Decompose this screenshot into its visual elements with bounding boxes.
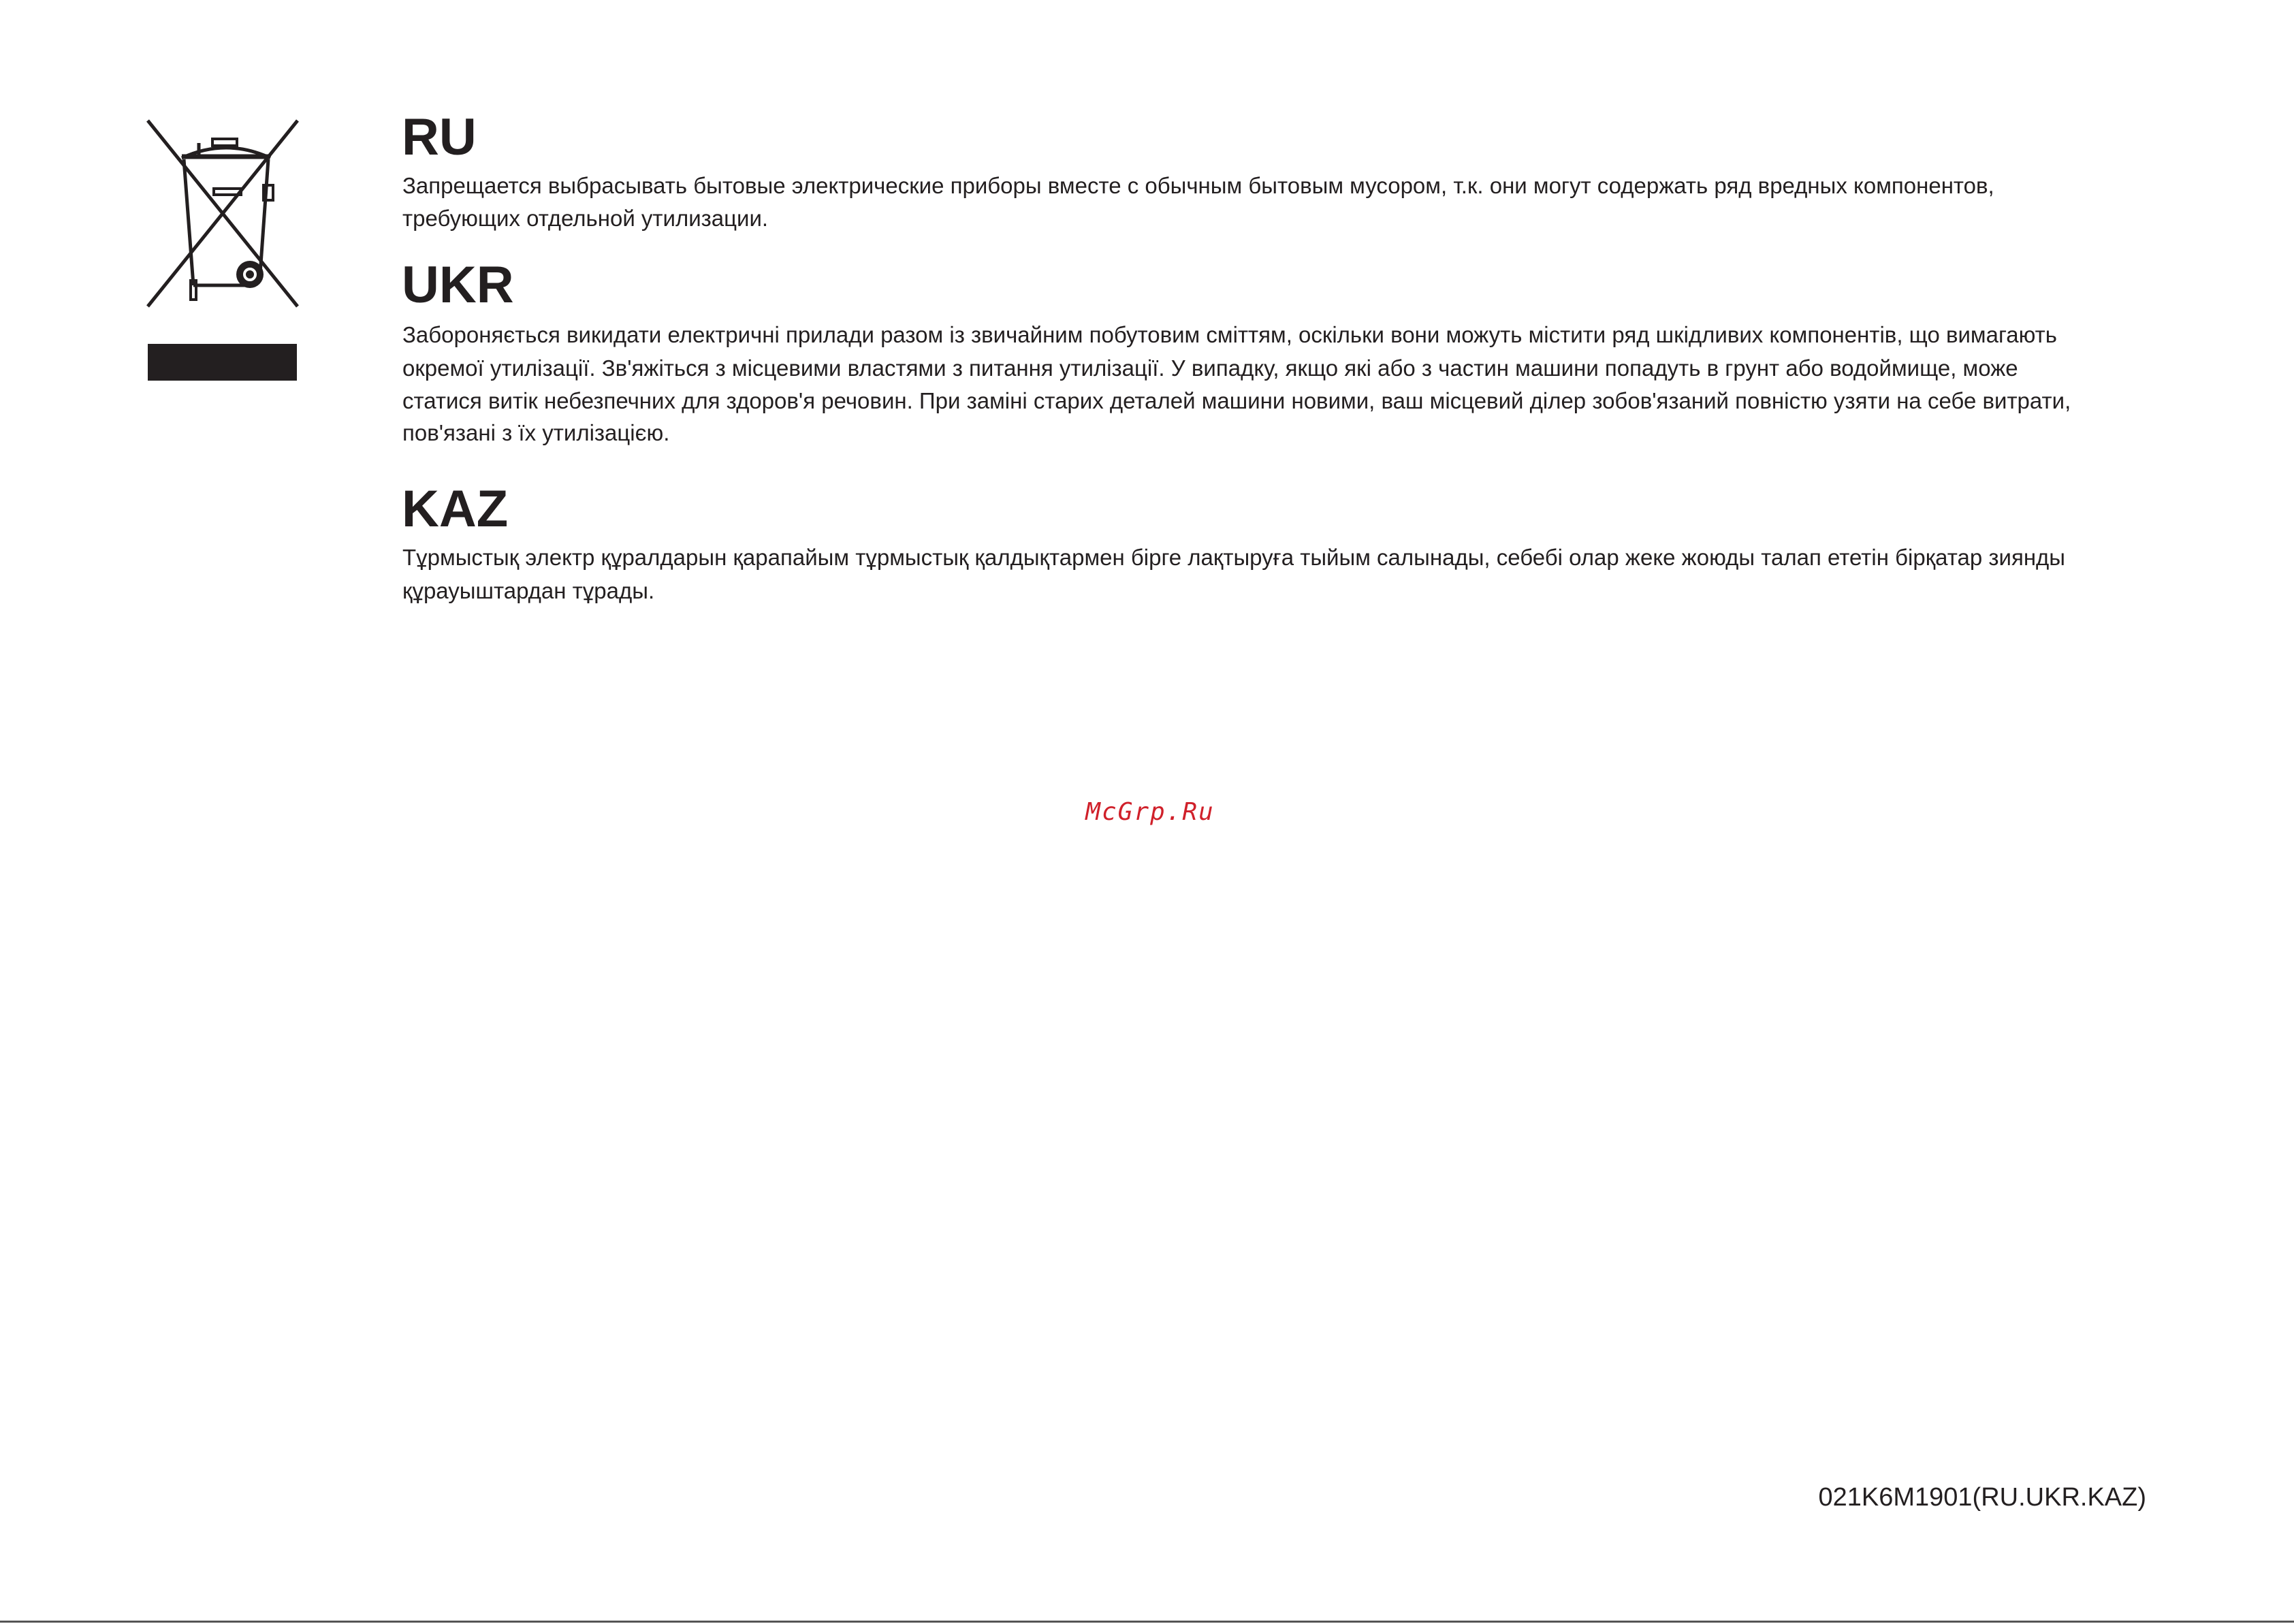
black-bar: [148, 344, 297, 381]
watermark: McGrp.Ru: [1085, 798, 1215, 826]
ru-text-line: Запрещается выбрасывать бытовые электрические приборы вместе с обычным бытовым мусором, т.к. они могут содержать ряд вредных компонентов,: [402, 173, 1994, 198]
page-bottom-divider: [0, 1621, 2294, 1623]
kaz-text-line: Тұрмыстық электр құралдарын қарапайым тұрмыстық қалдықтармен бірге лақтыруға тыйым салынады, себебі олар жеке жоюды талап ететін бірқатар зиянды: [402, 545, 2066, 570]
crossed-out-wheelie-bin-icon: [144, 117, 302, 311]
ukr-text-line: статися витік небезпечних для здоров'я речовин. При заміні старих деталей машини новими, ваш місцевий ділер зобов'язаний повністю узяти на себе витрати,: [402, 388, 2071, 413]
kaz-text-line: құрауыштардан тұрады.: [402, 578, 655, 603]
heading-kaz: KAZ: [402, 480, 509, 538]
heading-ukr: UKR: [402, 256, 514, 314]
document-code: 021K6M1901(RU.UKR.KAZ): [1818, 1483, 2146, 1512]
ukr-text-line: Забороняється викидати електричні прилади разом із звичайним побутовим сміттям, оскільки вони можуть містити ряд шкідливих компонентів, що вимагають: [402, 322, 2057, 347]
ukr-text-line: окремої утилізації. Зв'яжіться з місцевими властями з питання утилізації. У випадку, якщо які або з частин машини попадуть в грунт або водоймище, може: [402, 355, 2018, 381]
ru-text-line: требующих отдельной утилизации.: [402, 206, 769, 231]
heading-ru: RU: [402, 108, 477, 166]
ukr-text-line: пов'язані з їх утилізацією.: [402, 420, 670, 445]
